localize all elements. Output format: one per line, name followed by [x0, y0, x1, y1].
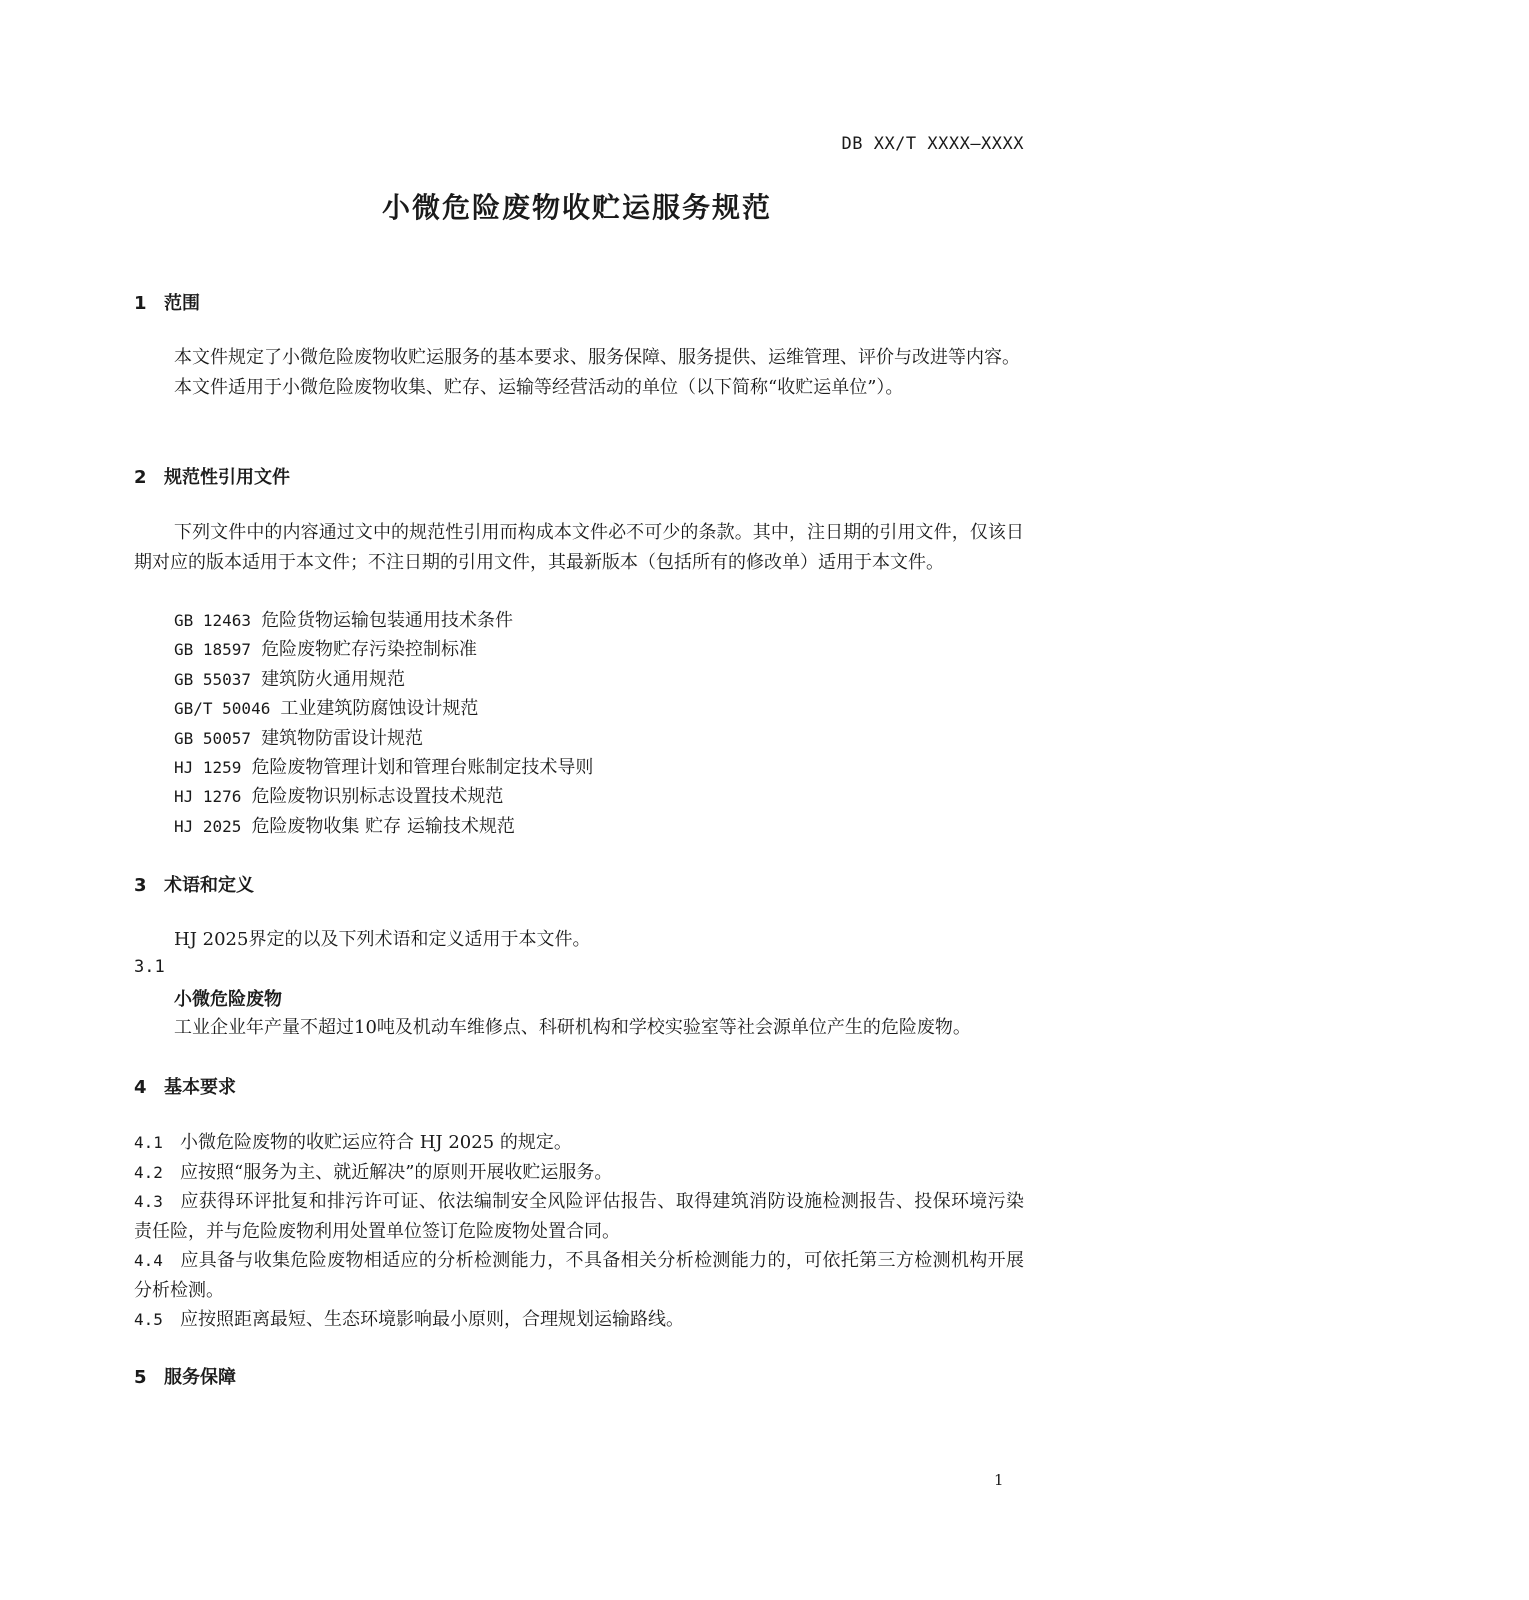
clause-text: 应按照距离最短、生态环境影响最小原则，合理规划运输路线。 — [180, 1309, 684, 1330]
clause — [134, 1246, 1024, 1305]
clause — [134, 1305, 1024, 1335]
section-heading-2 — [134, 463, 290, 489]
clause-number: 4.4 — [134, 1251, 163, 1270]
section-3-intro — [134, 925, 1024, 955]
reference-item — [174, 694, 478, 724]
section-title: 服务保障 — [164, 1367, 236, 1388]
clause-text: 应按照“服务为主、就近解决”的原则开展收贮运服务。 — [180, 1161, 613, 1183]
reference-item — [174, 635, 477, 665]
document-number: DB XX/T XXXX—XXXX — [841, 134, 1024, 154]
reference-item — [174, 665, 405, 695]
paragraph: HJ 2025界定的以及下列术语和定义适用于本文件。 — [174, 929, 591, 950]
clause-text: 小微危险废物的收贮运应符合 HJ 2025 的规定。 — [180, 1132, 572, 1153]
reference-code: HJ 1276 — [174, 787, 242, 806]
reference-name: 危险废物管理计划和管理台账制定技术导则 — [251, 757, 594, 778]
section-title: 范围 — [164, 293, 200, 314]
term-number: 3.1 — [134, 957, 165, 977]
reference-code: GB 12463 — [174, 611, 252, 630]
reference-code: GB 50057 — [174, 729, 252, 748]
section-title: 术语和定义 — [164, 875, 254, 896]
reference-item — [174, 782, 503, 812]
clause-number: 4.3 — [134, 1192, 163, 1211]
clause — [134, 1158, 1024, 1188]
section-4-clauses — [134, 1128, 1024, 1335]
section-2-intro — [134, 518, 1024, 577]
section-title: 基本要求 — [164, 1077, 236, 1098]
reference-item — [174, 753, 593, 783]
document-title: 小微危险废物收贮运服务规范 — [382, 191, 773, 224]
section-heading-3 — [134, 871, 254, 897]
term-name: 小微危险废物 — [174, 989, 282, 1010]
clause — [134, 1128, 1024, 1158]
clause-text: 应具备与收集危险废物相适应的分析检测能力，不具备相关分析检测能力的，可依托第三方检测机构开展分析检测。 — [134, 1250, 1024, 1301]
reference-name: 工业建筑防腐蚀设计规范 — [280, 698, 479, 719]
clause-text: 应获得环评批复和排污许可证、依法编制安全风险评估报告、取得建筑消防设施检测报告、投保环境污染责任险，并与危险废物利用处置单位签订危险废物处置合同。 — [134, 1191, 1024, 1242]
reference-item — [174, 724, 423, 754]
section-1-body — [134, 343, 1024, 402]
clause-number: 4.2 — [134, 1162, 163, 1182]
term-definition: 工业企业年产量不超过10吨及机动车维修点、科研机构和学校实验室等社会源单位产生的危险废物。 — [174, 1017, 971, 1038]
section-number: 3 — [134, 875, 147, 896]
reference-code: GB 55037 — [174, 670, 252, 689]
reference-name: 危险废物贮存污染控制标准 — [261, 639, 478, 660]
section-number: 2 — [134, 467, 147, 488]
reference-item — [174, 812, 515, 842]
section-title: 规范性引用文件 — [164, 467, 290, 488]
section-number: 5 — [134, 1367, 147, 1388]
reference-code: HJ 1259 — [174, 758, 242, 777]
page-number: 1 — [994, 1471, 1004, 1489]
paragraph: 下列文件中的内容通过文中的规范性引用而构成本文件必不可少的条款。其中，注日期的引用文件，仅该日期对应的版本适用于本文件；不注日期的引用文件，其最新版本（包括所有的修改单）适用于本文件。 — [134, 522, 1024, 573]
reference-name: 危险货物运输包装通用技术条件 — [261, 610, 514, 631]
reference-name: 危险废物收集 贮存 运输技术规范 — [251, 816, 515, 837]
section-heading-5 — [134, 1363, 236, 1389]
reference-code: GB/T 50046 — [174, 699, 271, 718]
section-heading-1 — [134, 289, 200, 315]
paragraph: 本文件规定了小微危险废物收贮运服务的基本要求、服务保障、服务提供、运维管理、评价与改进等内容。 — [174, 347, 1020, 368]
reference-code: GB 18597 — [174, 640, 252, 659]
reference-name: 建筑防火通用规范 — [261, 669, 406, 690]
clause-number: 4.5 — [134, 1310, 163, 1329]
reference-item — [174, 606, 513, 636]
section-number: 1 — [134, 293, 147, 314]
clause — [134, 1187, 1024, 1246]
section-number: 4 — [134, 1077, 147, 1098]
reference-name: 危险废物识别标志设置技术规范 — [251, 786, 504, 807]
reference-name: 建筑物防雷设计规范 — [261, 728, 424, 749]
reference-code: HJ 2025 — [174, 817, 242, 836]
paragraph: 本文件适用于小微危险废物收集、贮存、运输等经营活动的单位（以下简称“收贮运单位”）。 — [174, 376, 904, 398]
clause-number: 4.1 — [134, 1133, 163, 1152]
section-heading-4 — [134, 1073, 236, 1099]
